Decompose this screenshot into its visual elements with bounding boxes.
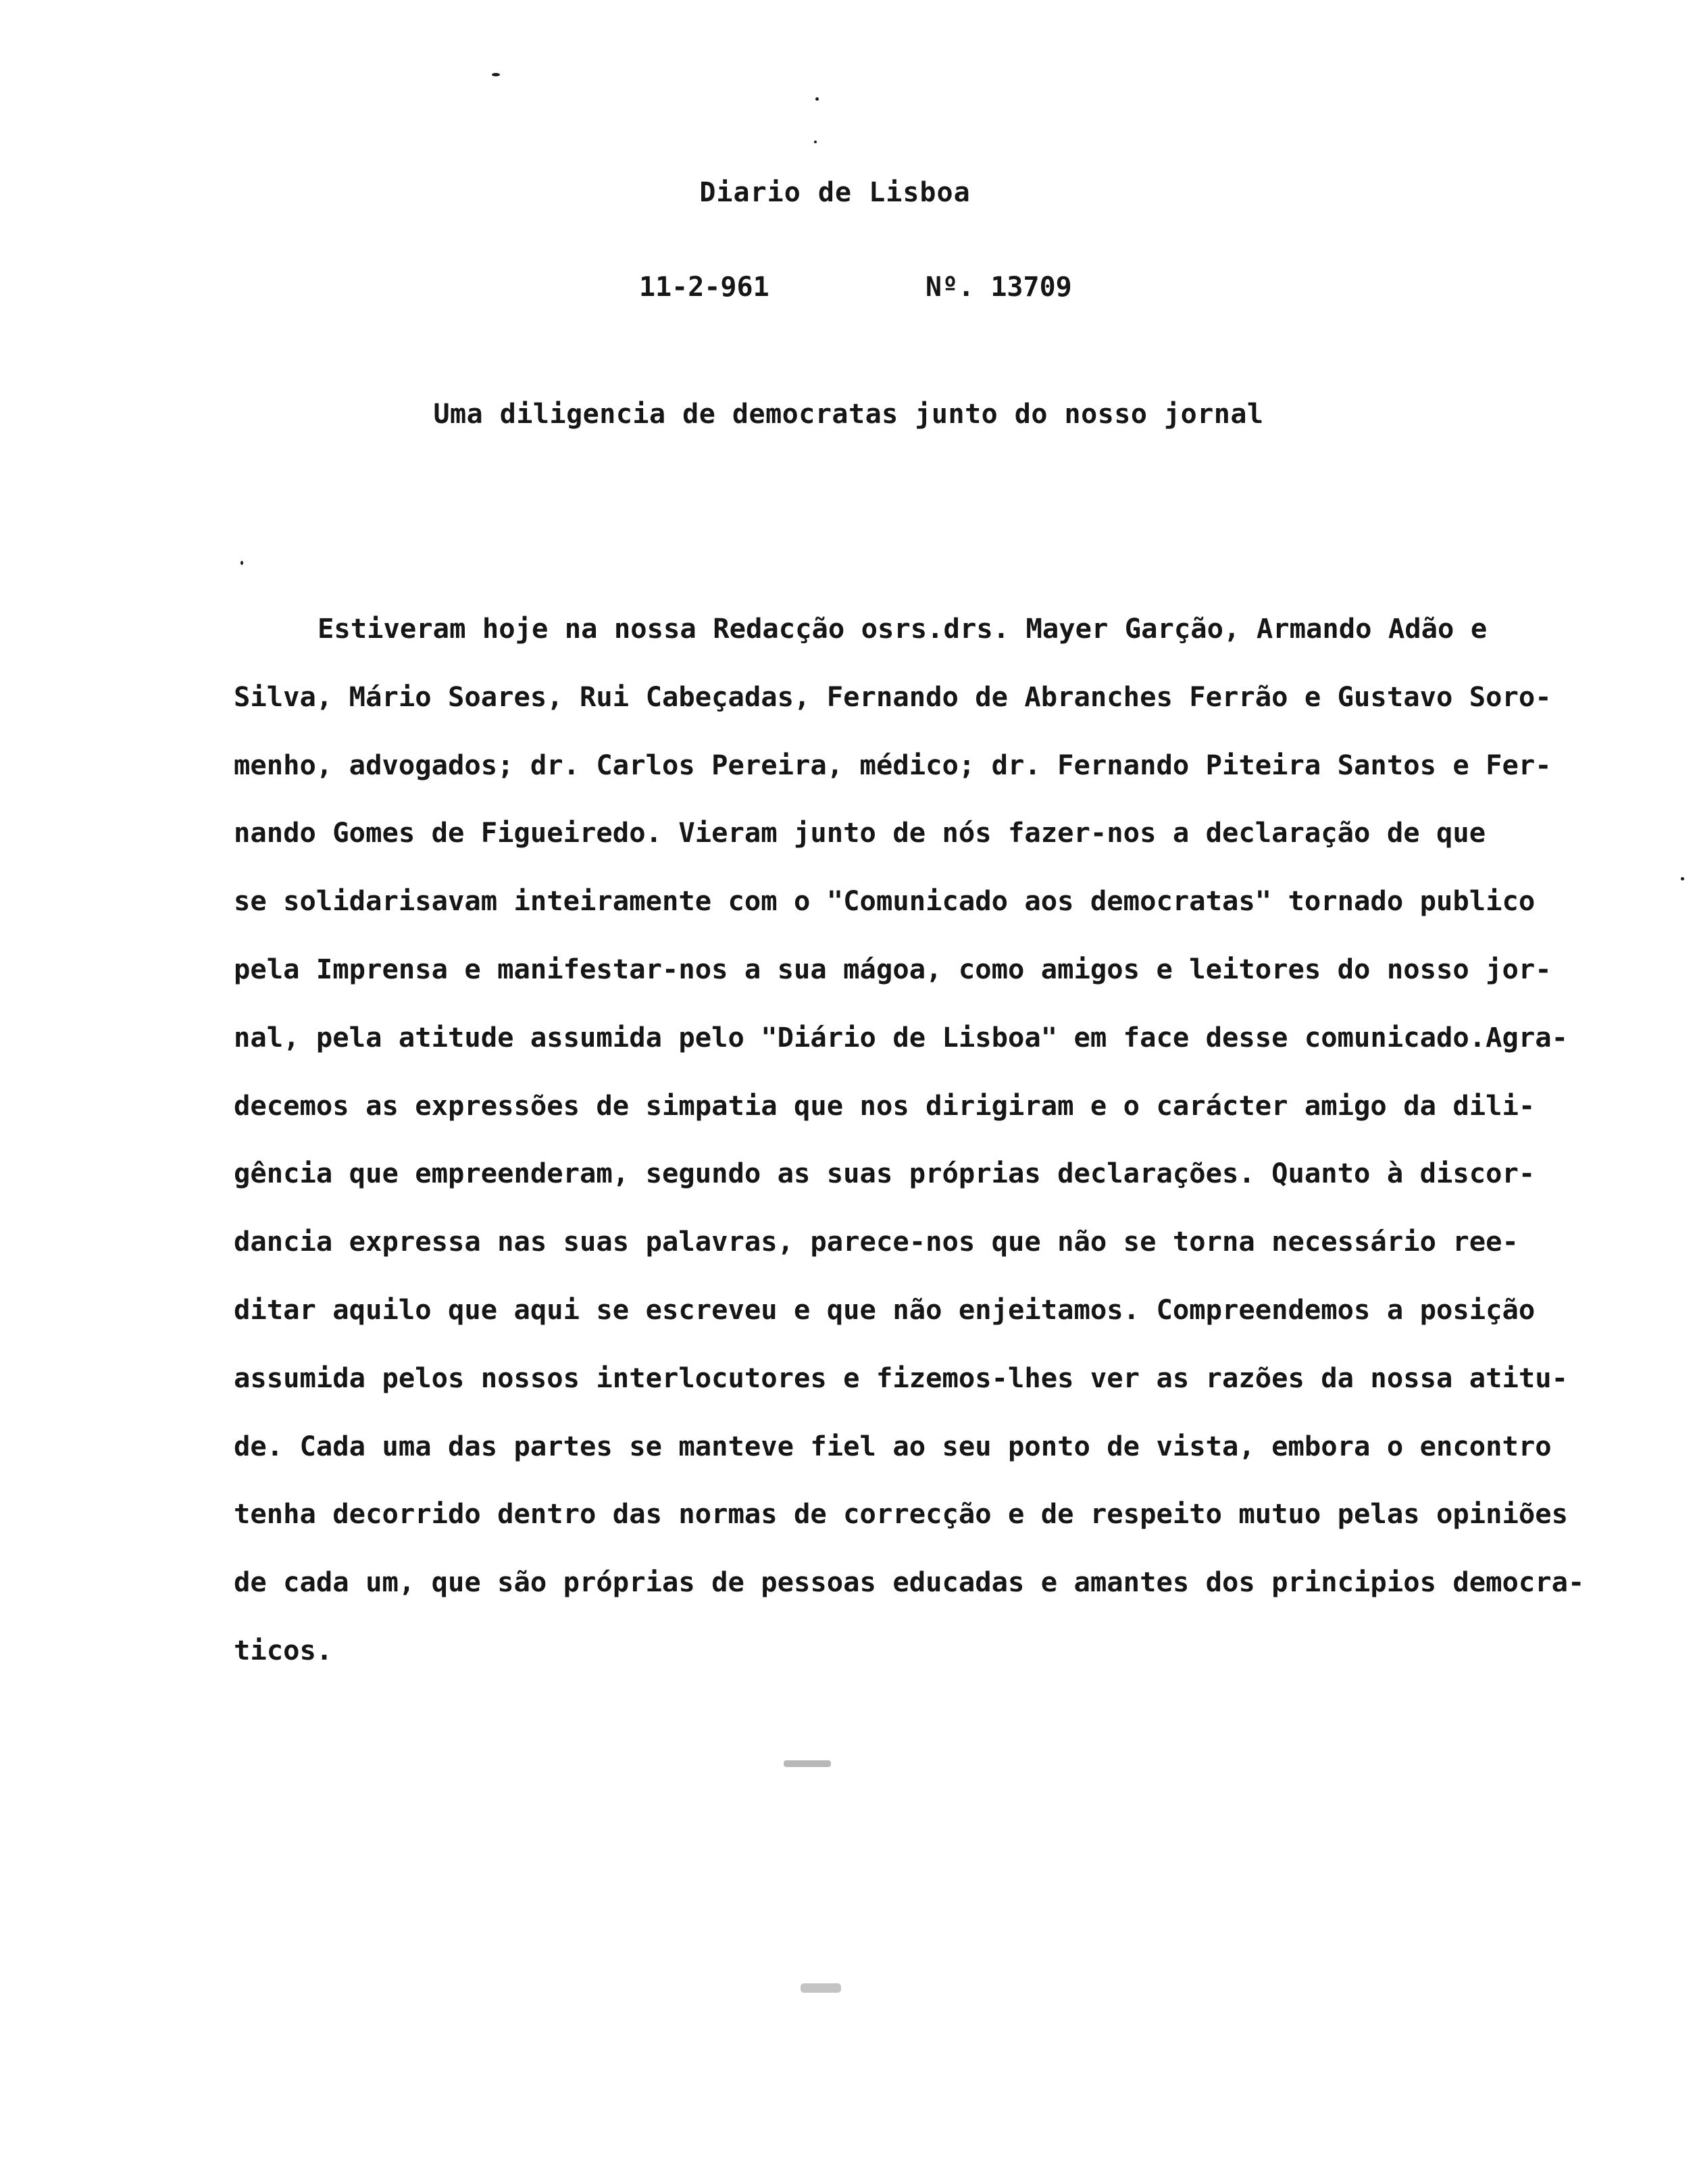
scan-speck xyxy=(815,97,819,101)
scan-speck xyxy=(814,141,817,143)
body-line: menho, advogados; dr. Carlos Pereira, médico; dr. Fernando Piteira Santos e Fer- xyxy=(234,748,1552,781)
body-line: nando Gomes de Figueiredo. Vieram junto de nós fazer-nos a declaração de que xyxy=(234,816,1486,849)
body-line: de cada um, que são próprias de pessoas educadas e amantes dos principios democra- xyxy=(234,1566,1585,1599)
body-line: dancia expressa nas suas palavras, parece-nos que não se torna necessário ree- xyxy=(234,1225,1519,1258)
article-headline: Uma diligencia de democratas junto do nosso jornal xyxy=(433,399,1264,430)
body-line: Estiveram hoje na nossa Redacção osrs.drs. Mayer Garção, Armando Adão e xyxy=(318,612,1488,645)
body-line: nal, pela atitude assumida pelo "Diário de Lisboa" em face desse comunicado.Agra- xyxy=(234,1020,1569,1053)
article-body xyxy=(234,595,1585,1685)
body-line: tenha decorrido dentro das normas de correcção e de respeito mutuo pelas opiniões xyxy=(234,1497,1569,1531)
body-line: decemos as expressões de simpatia que nos dirigiram e o carácter amigo da dili- xyxy=(234,1089,1536,1122)
body-line: de. Cada uma das partes se manteve fiel ao seu ponto de vista, embora o encontro xyxy=(234,1429,1552,1462)
body-line: ditar aquilo que aqui se escreveu e que não enjeitamos. Compreendemos a posição xyxy=(234,1293,1536,1326)
body-line: ticos. xyxy=(234,1633,333,1666)
scan-speck xyxy=(492,73,500,76)
body-line: pela Imprensa e manifestar-nos a sua mágoa, como amigos e leitores do nosso jor- xyxy=(234,952,1552,985)
body-line: se solidarisavam inteiramente com o "Comunicado aos democratas" tornado publico xyxy=(234,885,1536,918)
scan-speck xyxy=(1681,877,1684,880)
issue-number: Nº. 13709 xyxy=(926,272,1072,303)
issue-date: 11-2-961 xyxy=(639,272,769,303)
bleed-through-mark xyxy=(784,1760,831,1767)
body-line: gência que empreenderam, segundo as suas próprias declarações. Quanto à discor- xyxy=(234,1157,1536,1190)
bleed-through-mark xyxy=(801,1983,841,1993)
body-line: Silva, Mário Soares, Rui Cabeçadas, Fernando de Abranches Ferrão e Gustavo Soro- xyxy=(234,680,1552,713)
scan-speck xyxy=(240,561,243,565)
body-line: assumida pelos nossos interlocutores e fizemos-lhes ver as razões da nossa atitu- xyxy=(234,1361,1569,1394)
newspaper-name: Diario de Lisboa xyxy=(699,177,971,208)
